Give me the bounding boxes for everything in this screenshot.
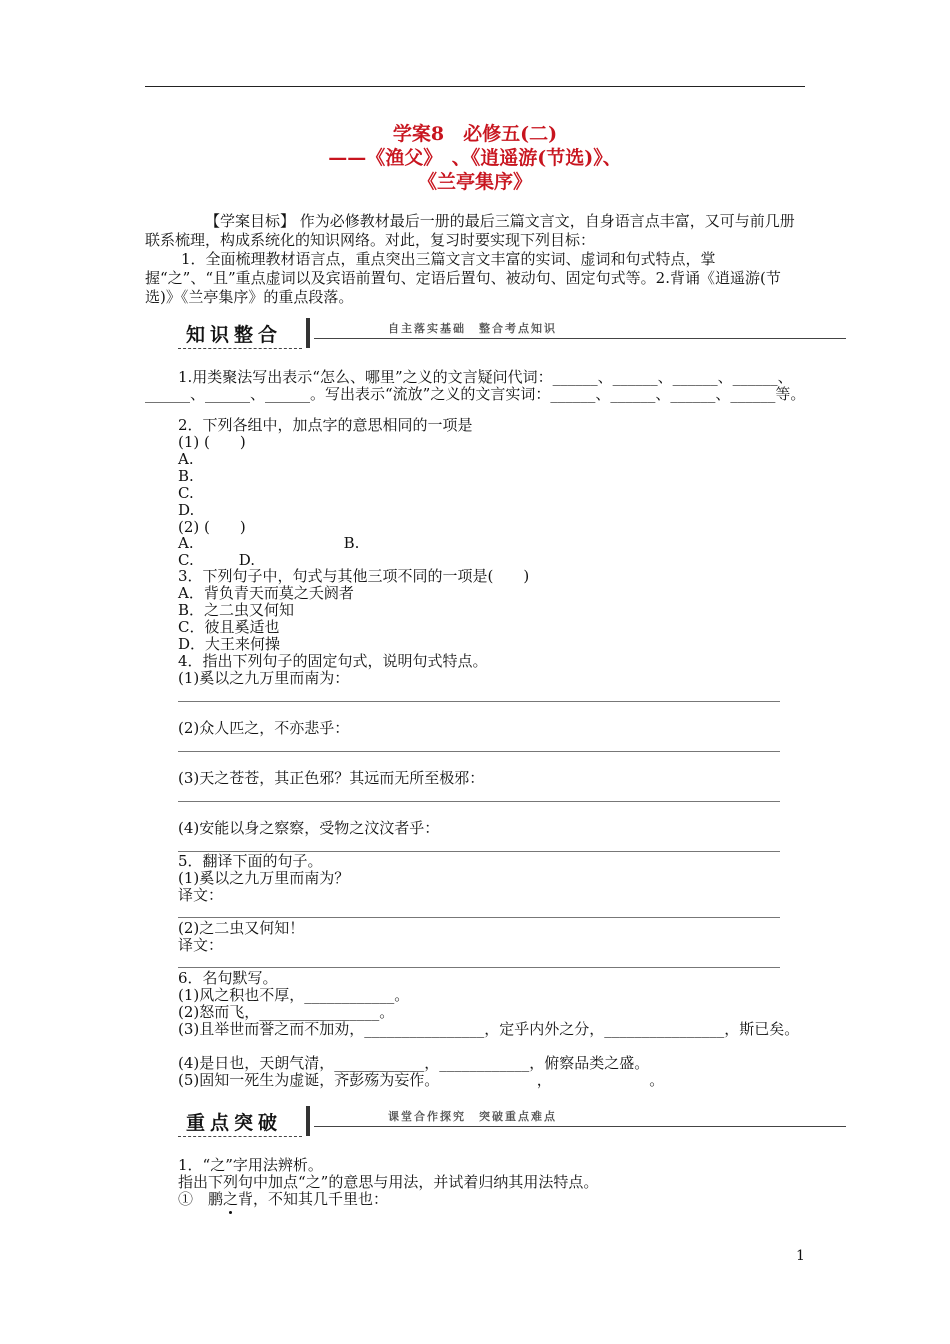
question-5-stem: 5．翻译下面的句子。 bbox=[178, 852, 323, 870]
question-4-item-3: (3)天之苍苍，其正色邪？其远而无所至极邪： bbox=[178, 769, 485, 787]
page-title bbox=[0, 122, 950, 194]
question-5-translation-2: 译文： bbox=[178, 936, 224, 954]
question-5-item-1: (1)奚以之九万里而南为？ bbox=[178, 869, 350, 887]
question-3-option-c: C．彼且奚适也 bbox=[178, 618, 280, 636]
question-2-option-a: A. bbox=[178, 450, 194, 468]
answer-line bbox=[178, 751, 780, 752]
section-dash bbox=[178, 1136, 302, 1137]
answer-line bbox=[178, 801, 780, 802]
section-dash bbox=[178, 348, 302, 349]
question-3-option-d: D．大王来何操 bbox=[178, 635, 281, 653]
question-6-item-3 bbox=[145, 1021, 807, 1038]
question-6-item-1: (1)风之积也不厚，____________。 bbox=[178, 986, 410, 1004]
question-2-options-ab: A. B. bbox=[178, 534, 360, 552]
question-4-item-4: (4)安能以身之察察，受物之汶汶者乎： bbox=[178, 819, 440, 837]
question-6-item-2: (2)怒而飞，________________。 bbox=[178, 1003, 395, 1021]
question-5-item-2: (2)之二虫又何知！ bbox=[178, 919, 305, 937]
question-4-item-1: (1)奚以之九万里而南为： bbox=[178, 669, 350, 687]
question-1 bbox=[145, 369, 807, 403]
goal-items: 1．全面梳理教材语言点，重点突出三篇文言文丰富的实词、虚词和句式特点，掌握“之”、“且”重点虚词以及宾语前置句、定语后置句、被动句、固定句式等。2.背诵《逍遥游(节选)》《兰亭集序》的重点段落。 bbox=[145, 250, 781, 306]
focus-example-suffix: 背，不知其几千里也： bbox=[238, 1190, 389, 1208]
answer-line bbox=[178, 967, 780, 968]
title-line-2: ——《渔父》 、《逍遥游(节选)》、 bbox=[328, 147, 622, 169]
emphasis-dot-char: 之 bbox=[223, 1190, 239, 1208]
question-6-item-4: (4)是日也，天朗气清，____________，____________，俯察品类之盛。 bbox=[178, 1054, 650, 1072]
section-divider bbox=[306, 318, 310, 348]
page-number: 1 bbox=[796, 1248, 805, 1264]
section-subtitle: 课堂合作探究 突破重点难点 bbox=[388, 1110, 557, 1123]
question-2-option-b: B. bbox=[178, 467, 194, 485]
question-6-item-3-text: (3)且举世而誉之而不加劝，________________，定乎内外之分，________________，斯已矣。 bbox=[178, 1020, 800, 1038]
section-subtitle: 自主落实基础 整合考点知识 bbox=[388, 322, 557, 335]
focus-example-1 bbox=[178, 1191, 388, 1208]
answer-line bbox=[178, 917, 780, 918]
question-3-stem: 3．下列句子中，句式与其他三项不同的一项是( ) bbox=[178, 567, 530, 585]
focus-item-1: 1．“之”字用法辨析。 bbox=[178, 1156, 323, 1174]
answer-line bbox=[178, 701, 780, 702]
goal-paragraph: 【学案目标】 作为必修教材最后一册的最后三篇文言文，自身语言点丰富，又可与前几册联系梳理，构成系统化的知识网络。对此，复习时要实现下列目标： bbox=[145, 212, 795, 249]
question-2-part-1: (1) ( ) bbox=[178, 433, 246, 451]
top-rule bbox=[145, 86, 805, 87]
question-2-stem: 2．下列各组中，加点字的意思相同的一项是 bbox=[178, 416, 473, 434]
section-label: 重点突破 bbox=[186, 1112, 283, 1134]
title-line-1: 学案8 必修五(二) bbox=[392, 123, 558, 145]
question-4-stem: 4．指出下列句子的固定句式，说明句式特点。 bbox=[178, 652, 488, 670]
question-3-option-b: B．之二虫又何知 bbox=[178, 601, 295, 619]
section-header-focus bbox=[178, 1106, 846, 1138]
question-5-translation-1: 译文： bbox=[178, 886, 224, 904]
section-line bbox=[314, 338, 846, 339]
question-2-option-c: C. bbox=[178, 484, 194, 502]
title-line-3: 《兰亭集序》 bbox=[417, 171, 532, 193]
question-6-stem: 6．名句默写。 bbox=[178, 969, 278, 987]
section-header-knowledge bbox=[178, 318, 846, 350]
question-6-item-5: (5)固知一死生为虚诞，齐彭殇为妄作。 ， 。 bbox=[178, 1071, 665, 1089]
focus-example-prefix: ① 鹏 bbox=[178, 1190, 224, 1208]
question-4-item-2: (2)众人匹之，不亦悲乎： bbox=[178, 719, 350, 737]
question-2-option-d: D. bbox=[178, 501, 195, 519]
learning-goals bbox=[145, 212, 807, 307]
question-2-options-cd: C. D. bbox=[178, 551, 255, 569]
focus-instruction: 指出下列句中加点“之”的意思与用法，并试着归纳其用法特点。 bbox=[178, 1173, 599, 1191]
question-3-option-a: A．背负青天而莫之夭阏者 bbox=[178, 584, 354, 602]
question-2-part-2: (2) ( ) bbox=[178, 518, 246, 536]
section-line bbox=[314, 1126, 846, 1127]
section-divider bbox=[306, 1106, 310, 1136]
question-1-text: 1.用类聚法写出表示“怎么、哪里”之义的文言疑问代词：______、______、______、______、______、______、______。写出表示“流放”之义的文言实词：______、______、______、______等。 bbox=[145, 368, 806, 403]
section-label: 知识整合 bbox=[186, 324, 283, 346]
